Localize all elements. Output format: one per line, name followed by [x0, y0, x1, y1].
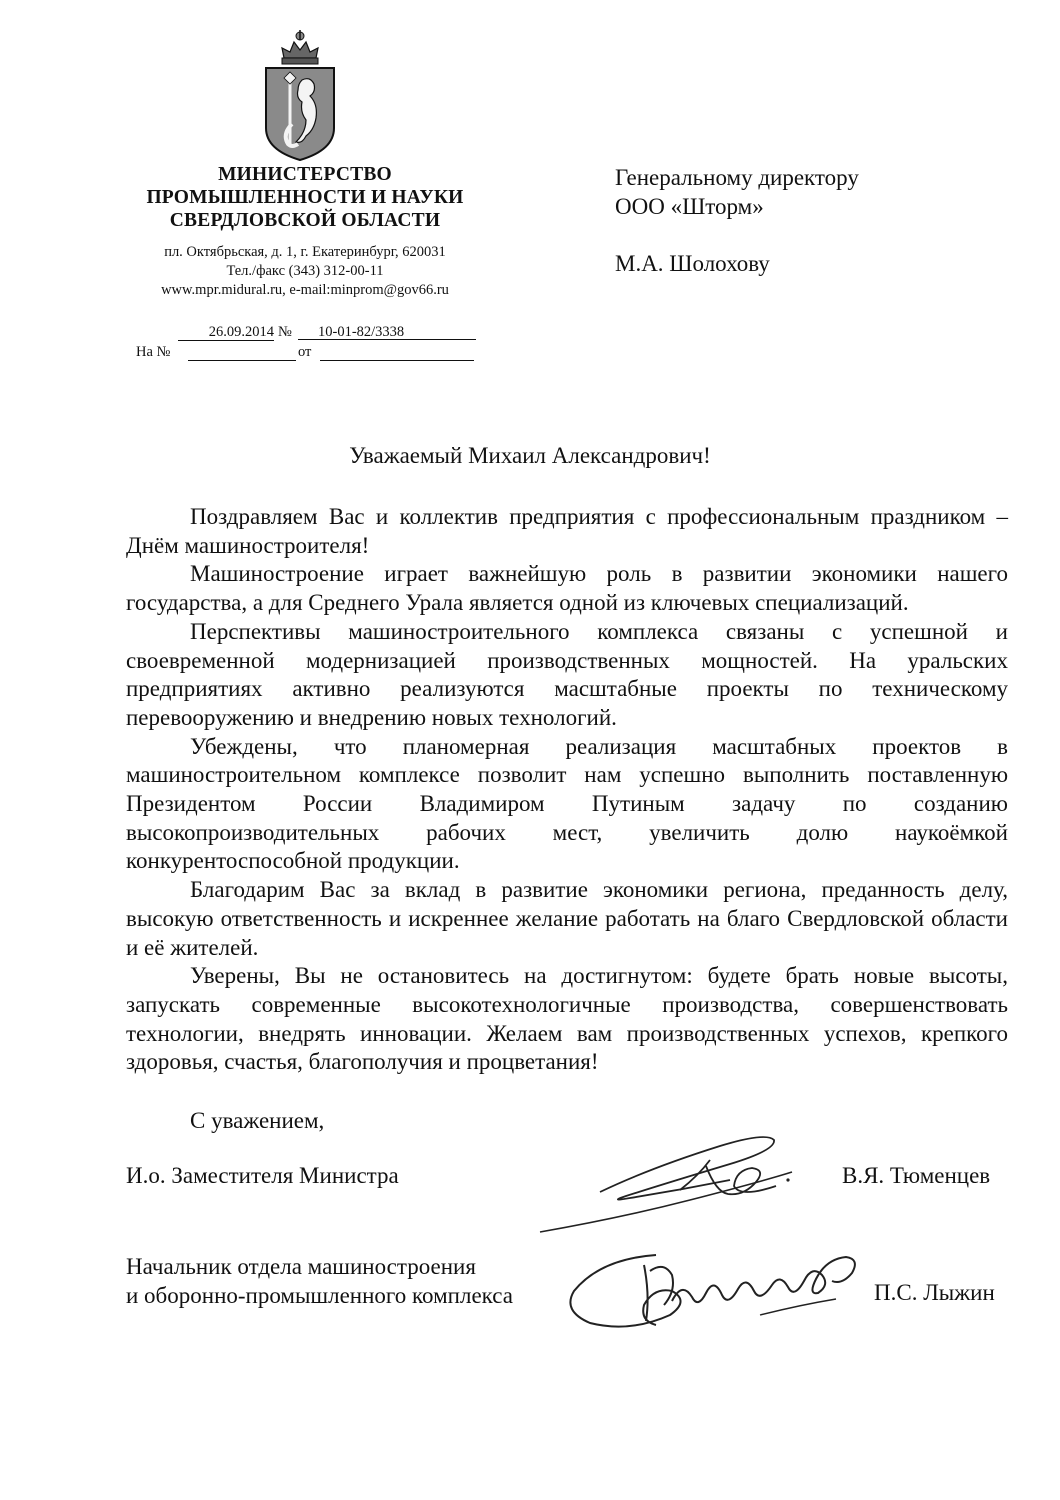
ministry-line: МИНИСТЕРСТВО [218, 164, 392, 185]
reference-number-blank [188, 344, 296, 361]
ministry-contacts [110, 243, 500, 300]
ministry-line: ПРОМЫШЛЕННОСТИ И НАУКИ [146, 187, 464, 208]
letter-body [126, 503, 1008, 1077]
reference-from-label: от [298, 344, 312, 360]
addressee-position: Генеральному директору [615, 165, 859, 190]
registration-number-label: № [278, 324, 292, 340]
paragraph: Перспективы машиностроительного комплекса связаны с успешной и своевременной модернизацией производственных мощностей. На уральских предприятиях активно реализуются масштабные проекты по техническому перевооружению и внедрению новых технологий. [126, 618, 1008, 730]
signatory-title [126, 1252, 513, 1310]
addressee [615, 163, 859, 278]
signatory-title-line: Начальник отдела машиностроения [126, 1254, 476, 1279]
registration-date: 26.09.2014 [178, 324, 274, 341]
paragraph: Поздравляем Вас и коллектив предприятия с профессиональным праздником – Днём машиностроителя! [126, 504, 1008, 558]
handwritten-signature-icon [560, 1235, 870, 1335]
ministry-address: пл. Октябрьская, д. 1, г. Екатеринбург, 620031 [164, 244, 446, 260]
reference-label: На № [136, 344, 171, 360]
greeting: Уважаемый Михаил Александрович! [349, 443, 711, 468]
ministry-line: СВЕРДЛОВСКОЙ ОБЛАСТИ [169, 210, 441, 231]
signatory-name: П.С. Лыжин [874, 1280, 995, 1305]
registration-line [178, 322, 478, 342]
reference-date-blank [320, 344, 474, 361]
paragraph: Убеждены, что планомерная реализация масштабных проектов в машиностроительном комплексе позволит нам успешно выполнить поставленную Президентом России Владимиром Путиным задачу по созданию высокопроизводительных рабочих мест, увеличить долю наукоёмкой конкурентоспособной продукции. [126, 733, 1008, 874]
ministry-phone: Тел./факс (343) 312-00-11 [226, 263, 384, 279]
handwritten-signature-icon [530, 1120, 820, 1240]
registration-number: 10-01-82/3338 [298, 324, 476, 340]
ministry-web-email: www.mpr.midural.ru, e-mail:minprom@gov66.ru [161, 282, 449, 298]
addressee-name: М.А. Шолохову [615, 251, 770, 276]
coat-of-arms-icon [262, 28, 338, 162]
reference-line [136, 342, 476, 362]
signatory-title-line: и оборонно-промышленного комплекса [126, 1283, 513, 1308]
closing: С уважением, [190, 1108, 325, 1133]
paragraph: Благодарим Вас за вклад в развитие экономики региона, преданность делу, высокую ответственность и искреннее желание работать на благо Свердловской области и её жителей. [126, 877, 1008, 960]
paragraph: Машиностроение играет важнейшую роль в развитии экономики нашего государства, а для Среднего Урала является одной из ключевых специализаций. [126, 561, 1008, 616]
signatory-name: В.Я. Тюменцев [842, 1163, 991, 1188]
signatory-title: И.о. Заместителя Министра [126, 1163, 399, 1188]
ministry-name [110, 163, 500, 232]
paragraph: Уверены, Вы не остановитесь на достигнутом: будете брать новые высоты, запускать современные высокотехнологичные производства, совершенствовать технологии, внедрять инновации. Желаем вам производственных успехов, крепкого здоровья, счастья, благополучия и процветания! [126, 963, 1008, 1075]
addressee-company: ООО «Шторм» [615, 194, 764, 219]
